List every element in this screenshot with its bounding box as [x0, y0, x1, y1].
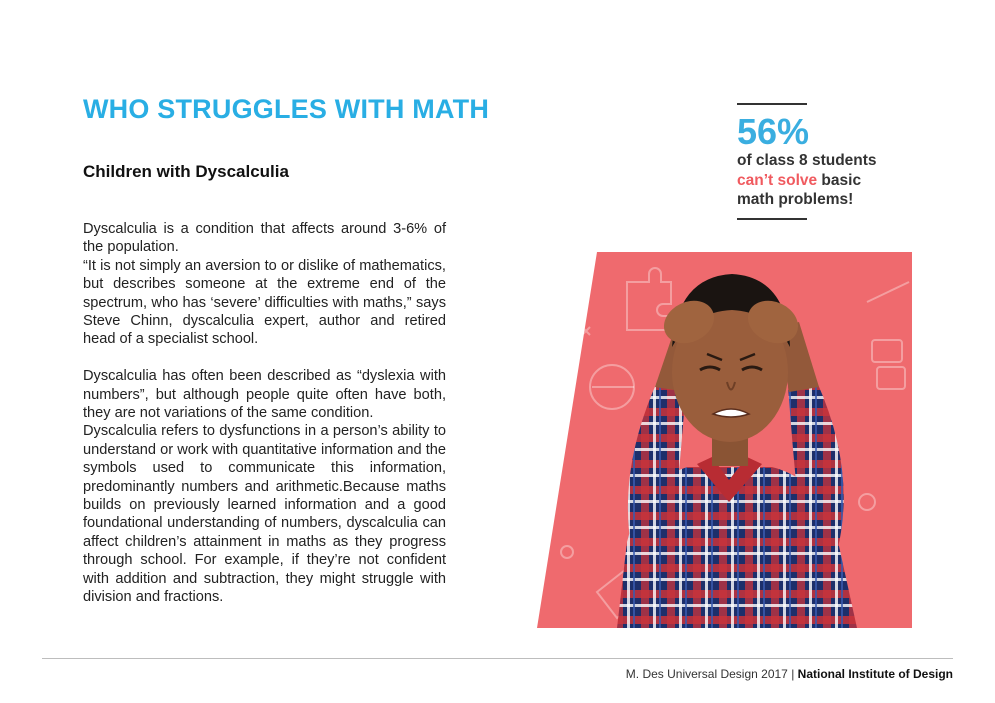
footer-divider [42, 658, 953, 659]
page-title: WHO STRUGGLES WITH MATH [83, 94, 490, 124]
stat-line-1: of class 8 students [737, 152, 877, 169]
footer-institute: National Institute of Design [797, 667, 953, 681]
paragraph-definition: Dyscalculia refers to dysfunctions in a person’s ability to understand or work with quantitative information and the symbols used to communicate this information, predominantly numbers and arithmetic.Because maths builds on previously learned information and a good foundational understanding of numbers, dyscalculia can affect children’s attainment in maths as they progress through school. For example, if they’re not confident with addition and subtraction, they might struggle with division and fractions. [83, 423, 446, 606]
stat-bottom-rule [737, 218, 807, 220]
footer [626, 667, 953, 681]
footer-program: M. Des Universal Design 2017 [625, 667, 788, 681]
stat-callout [737, 103, 917, 220]
stat-highlight: can’t solve [737, 171, 818, 189]
stressed-boy-icon [537, 252, 912, 628]
stat-line-2 [737, 171, 917, 191]
body-text [83, 220, 446, 607]
stat-value: 56% [737, 111, 810, 152]
stat-line-2-rest: basic [817, 171, 862, 189]
stat-top-rule [737, 103, 807, 105]
paragraph-prevalence: Dyscalculia is a condition that affects around 3-6% of the population. [83, 221, 446, 256]
stressed-boy-photo [537, 252, 912, 628]
section-subtitle: Children with Dyscalculia [83, 162, 289, 181]
paragraph-quote: “It is not simply an aversion to or dislike of mathematics, but describes someone at the extreme end of the spectrum, who has ‘severe’ difficulties with maths,” says Steve Chinn, dyscalculia expert, author and retired head of a specialist school. [83, 257, 446, 348]
stat-line-3: math problems! [737, 191, 854, 208]
paragraph-dyslexia-comparison: Dyscalculia has often been described as “dyslexia with numbers”, but although people quite often have both, they are not variations of the same condition. [83, 368, 446, 422]
footer-separator: | [787, 667, 798, 681]
